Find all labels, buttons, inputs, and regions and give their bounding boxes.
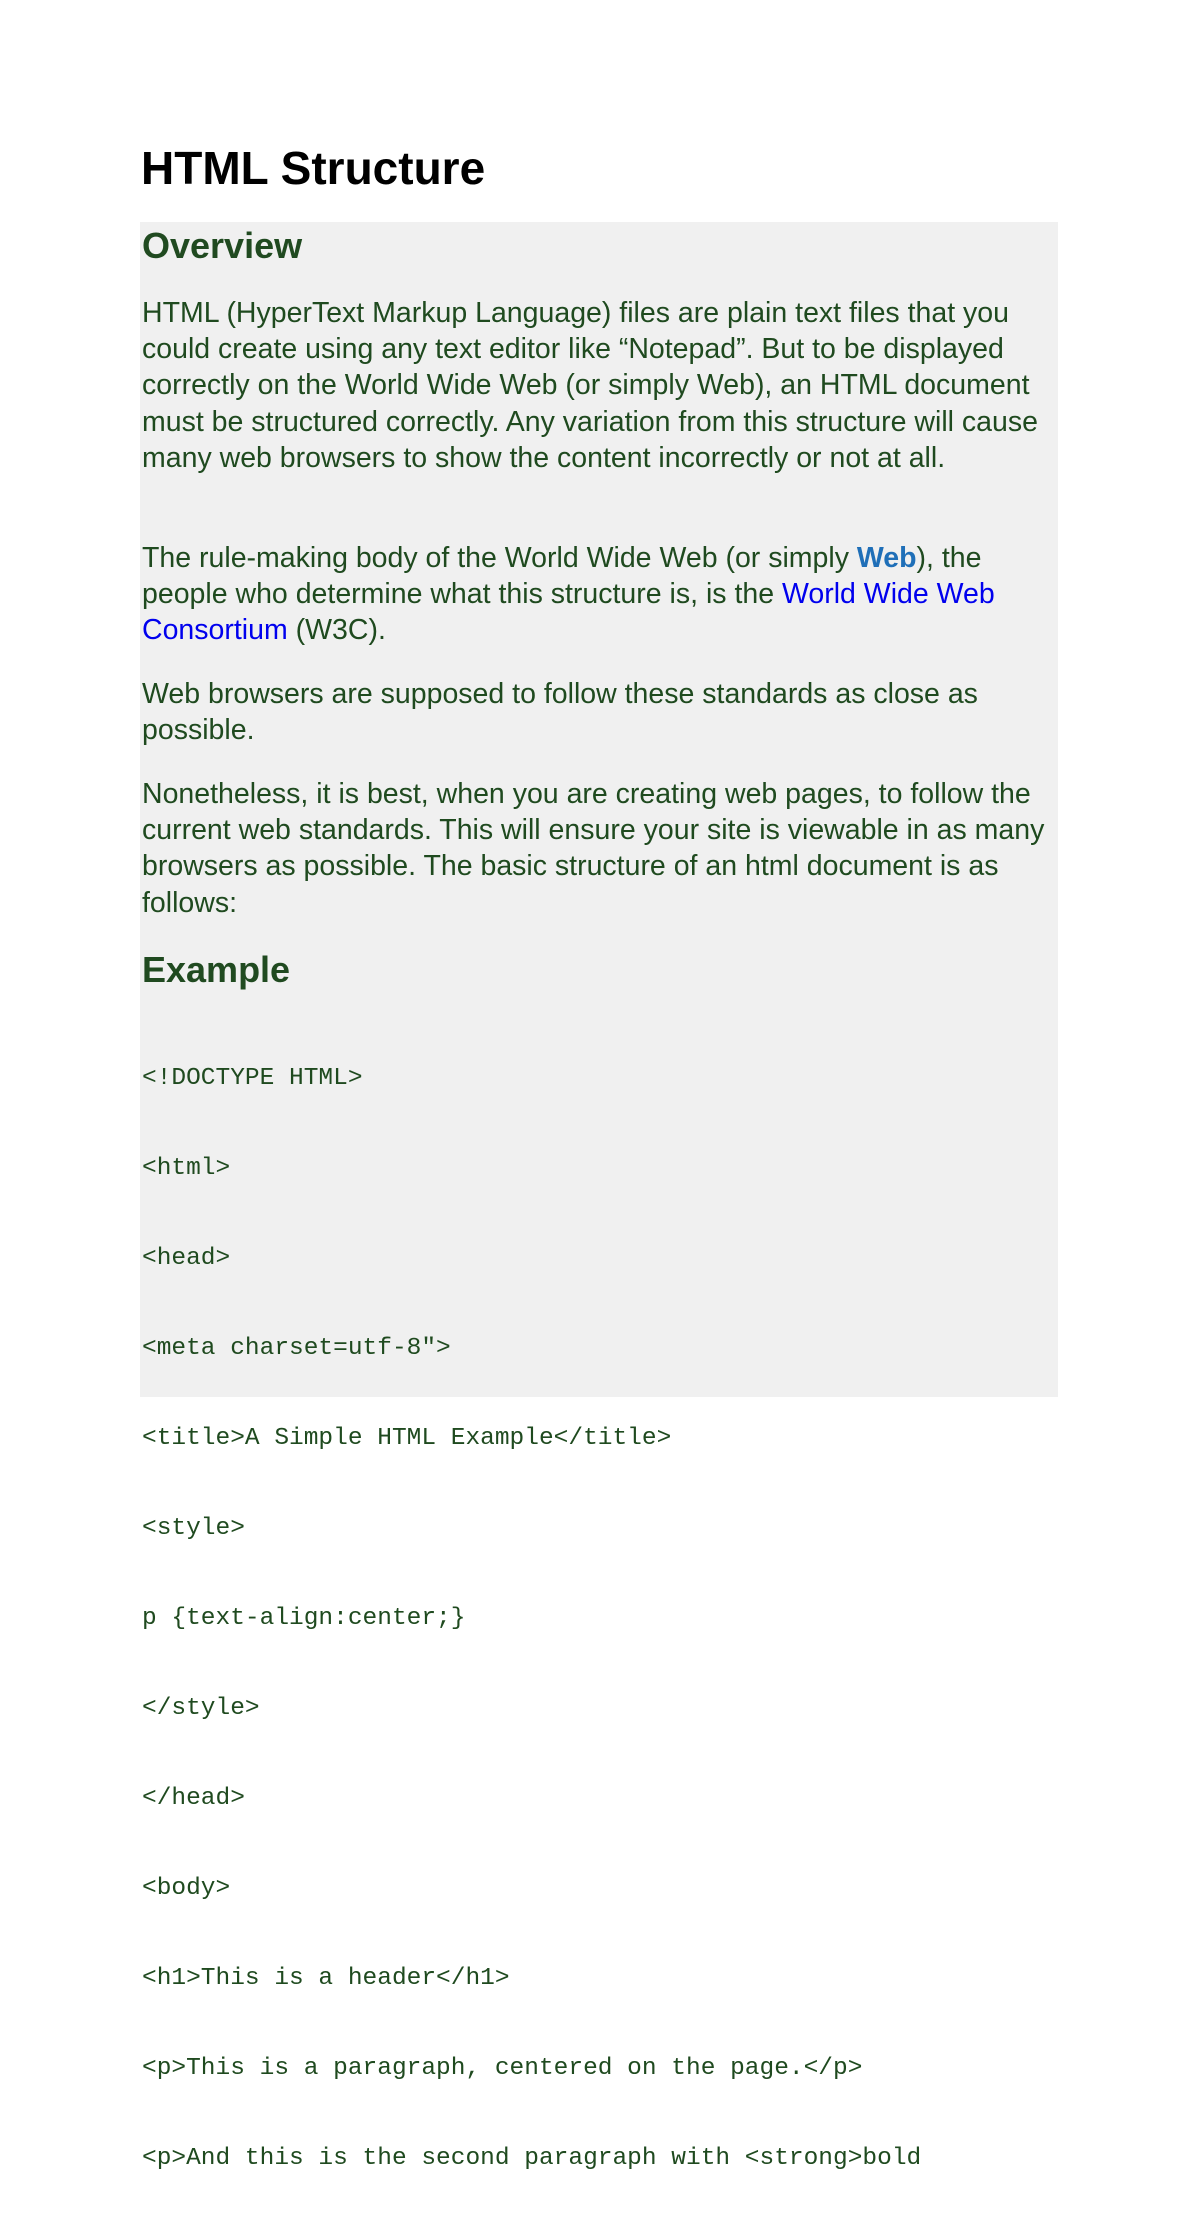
paragraph-text: (W3C). xyxy=(287,614,386,647)
code-line: <!DOCTYPE HTML> xyxy=(142,1065,363,1092)
code-line: </style> xyxy=(142,1695,260,1722)
web-link[interactable]: Web xyxy=(856,542,917,574)
paragraph-text: The rule-making body of the World Wide Web (or simply xyxy=(142,542,857,574)
code-line: p {text-align:center;} xyxy=(142,1605,466,1632)
code-line: <title>A Simple HTML Example</title> xyxy=(142,1425,672,1452)
code-line: <meta charset=utf-8"> xyxy=(142,1335,451,1362)
page-title: HTML Structure xyxy=(141,142,486,194)
code-line: <style> xyxy=(142,1515,245,1542)
overview-paragraph-4: Nonetheless, it is best, when you are creating web pages, to follow the current web standards. This will ensure your site is viewable in as many browsers as possible. The basic structure of an html document is as follows: xyxy=(142,778,1045,919)
paragraph-text: ), the people who determine what this structure is, is the xyxy=(142,542,982,611)
code-line: <p>And this is the second paragraph with <strong>bold xyxy=(142,2145,922,2172)
code-line: </head> xyxy=(142,1785,245,1812)
code-example xyxy=(142,1004,921,2234)
overview-heading: Overview xyxy=(142,225,303,266)
overview-paragraph-2 xyxy=(142,540,1054,649)
code-line: <body> xyxy=(142,1875,231,1902)
example-heading: Example xyxy=(142,949,291,990)
content-box xyxy=(140,222,1058,2172)
code-line: <head> xyxy=(142,1245,231,1272)
overview-paragraph-1: HTML (HyperText Markup Language) files are plain text files that you could create using any text editor like “Notepad”. But to be displayed correctly on the World Wide Web (or simply Web), an HTML document must be structured correctly. Any variation from this structure will cause many web browsers to show the content incorrectly or not at all. xyxy=(142,297,1038,474)
code-line: <html> xyxy=(142,1155,231,1182)
code-line: <p>This is a paragraph, centered on the page.</p> xyxy=(142,2055,863,2082)
w3c-link[interactable]: World Wide Web Consortium xyxy=(142,578,995,647)
code-line: <h1>This is a header</h1> xyxy=(142,1965,510,1992)
overview-paragraph-3: Web browsers are supposed to follow these standards as close as possible. xyxy=(142,678,978,747)
